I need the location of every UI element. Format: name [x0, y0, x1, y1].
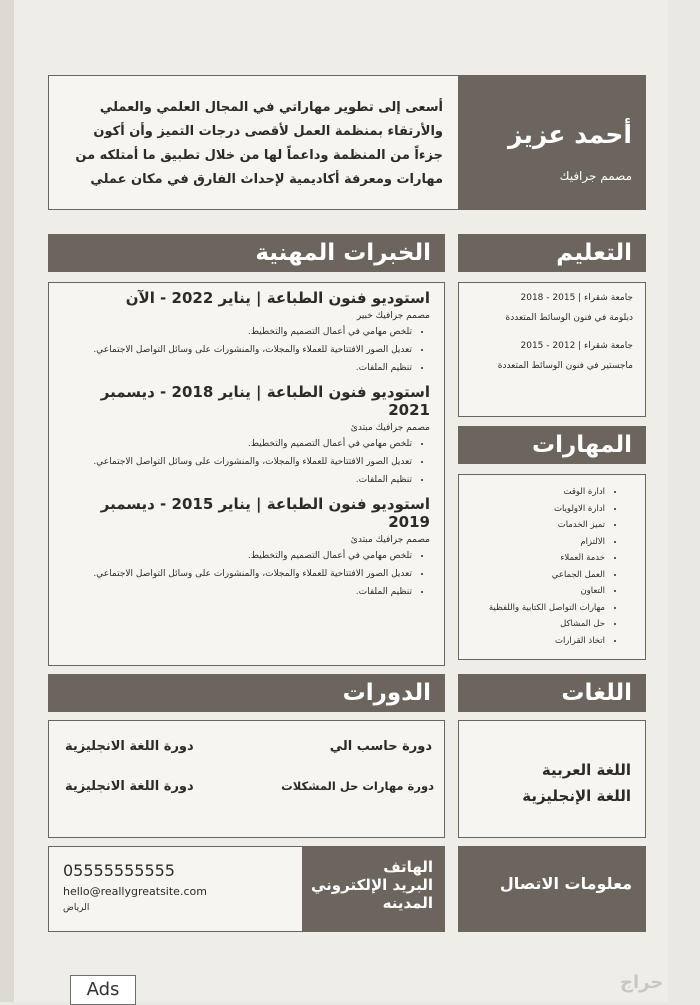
email-value[interactable]: hello@reallygreatsite.com — [63, 885, 207, 898]
skills-box — [458, 474, 646, 660]
name-block — [458, 75, 646, 210]
courses-header: الدورات — [48, 674, 445, 712]
haraj-watermark: حراج — [620, 972, 664, 993]
email-label: البريد الإلكتروني — [311, 876, 433, 894]
education-heading: جامعة شقراء | 2012 - 2015 — [520, 341, 633, 351]
experience-heading: استوديو فنون الطباعة | يناير 2022 - الآن — [125, 289, 430, 307]
language-item: اللغة العربية — [541, 761, 631, 779]
experience-header: الخبرات المهنية — [48, 234, 445, 272]
skill-item: • التعاون — [469, 583, 605, 600]
experience-heading: استوديو فنون الطباعة | يناير 2018 - ديسمبر 2021 — [100, 383, 430, 419]
bullet: • تنظيم الملفات. — [63, 471, 412, 489]
education-detail: ماجستير في فنون الوسائط المتعددة — [497, 361, 633, 371]
job-title: مصمم جرافيك — [559, 169, 632, 183]
summary-box — [48, 75, 460, 210]
bullet: • تلخص مهامي في أعمال التصميم والتخطيط. — [63, 323, 412, 341]
education-detail: دبلومة في فنون الوسائط المتعددة — [505, 313, 633, 323]
bullet: • تلخص مهامي في أعمال التصميم والتخطيط. — [63, 435, 412, 453]
experience-role: مصمم جرافيك خبير — [356, 311, 430, 321]
contact-values-box — [48, 846, 303, 932]
education-heading: جامعة شقراء | 2015 - 2018 — [520, 293, 633, 303]
skill-item: • حل المشاكل — [469, 616, 605, 633]
experience-item — [63, 383, 430, 489]
experience-bullets — [63, 323, 430, 377]
skill-item: • ادارة الاولويات — [469, 501, 605, 518]
course-item: دورة مهارات حل المشكلات — [281, 779, 434, 793]
city-value: الرياض — [63, 903, 90, 913]
skills-list — [469, 484, 623, 649]
phone-value: 05555555555 — [63, 861, 175, 880]
skills-header: المهارات — [458, 426, 646, 464]
summary-text: أسعى إلى تطوير مهاراتي في المجال العلمي والعملي والأرتقاء بمنظمة العمل لأقصى درجات التميز وأن أكون جزءاً من المنظمة وداعماً لها من خلال تطبيق ما أمتلكه من مهارات ومعرفة أكاديمية لإحداث الفارق في مكان عملي — [75, 100, 443, 187]
phone-label: الهاتف — [383, 858, 433, 876]
ads-button[interactable]: Ads — [70, 975, 136, 1005]
course-item: دورة حاسب الي — [329, 739, 432, 754]
experience-heading: استوديو فنون الطباعة | يناير 2015 - ديسمبر 2019 — [100, 495, 430, 531]
experience-item — [63, 289, 430, 377]
experience-box — [48, 282, 445, 666]
experience-role: مصمم جرافيك مبتدئ — [350, 423, 430, 433]
person-name: أحمد عزيز — [507, 120, 632, 149]
experience-bullets — [63, 435, 430, 489]
course-item: دورة اللغة الانجليزية — [65, 739, 194, 754]
page-spine — [0, 0, 14, 1002]
skill-item: • خدمة العملاء — [469, 550, 605, 567]
bullet: • تعديل الصور الافتتاحية للعملاء والمجلات، والمنشورات على وسائل التواصل الاجتماعي. — [63, 453, 412, 471]
bullet: • تعديل الصور الافتتاحية للعملاء والمجلات، والمنشورات على وسائل التواصل الاجتماعي. — [63, 565, 412, 583]
experience-bullets — [63, 547, 430, 601]
skill-item: • الالتزام — [469, 534, 605, 551]
experience-role: مصمم جرافيك مبتدئ — [350, 535, 430, 545]
courses-box — [48, 720, 445, 838]
skill-item: • اتخاذ القرارات — [469, 633, 605, 650]
contact-header: معلومات الاتصال — [458, 846, 646, 932]
skill-item: • تميز الخدمات — [469, 517, 605, 534]
skill-item: • ادارة الوقت — [469, 484, 605, 501]
city-label: المدينه — [382, 894, 433, 912]
bullet: • تلخص مهامي في أعمال التصميم والتخطيط. — [63, 547, 412, 565]
languages-header: اللغات — [458, 674, 646, 712]
languages-box — [458, 720, 646, 838]
course-item: دورة اللغة الانجليزية — [65, 779, 194, 794]
skill-item: • العمل الجماعي — [469, 567, 605, 584]
education-header: التعليم — [458, 234, 646, 272]
bullet: • تنظيم الملفات. — [63, 583, 412, 601]
contact-labels-block — [302, 846, 445, 932]
language-item: اللغة الإنجليزية — [522, 787, 631, 805]
skill-item: • مهارات التواصل الكتابية واللفظية — [469, 600, 605, 617]
bullet: • تعديل الصور الافتتاحية للعملاء والمجلات، والمنشورات على وسائل التواصل الاجتماعي. — [63, 341, 412, 359]
experience-item — [63, 495, 430, 601]
bullet: • تنظيم الملفات. — [63, 359, 412, 377]
education-box — [458, 282, 646, 417]
